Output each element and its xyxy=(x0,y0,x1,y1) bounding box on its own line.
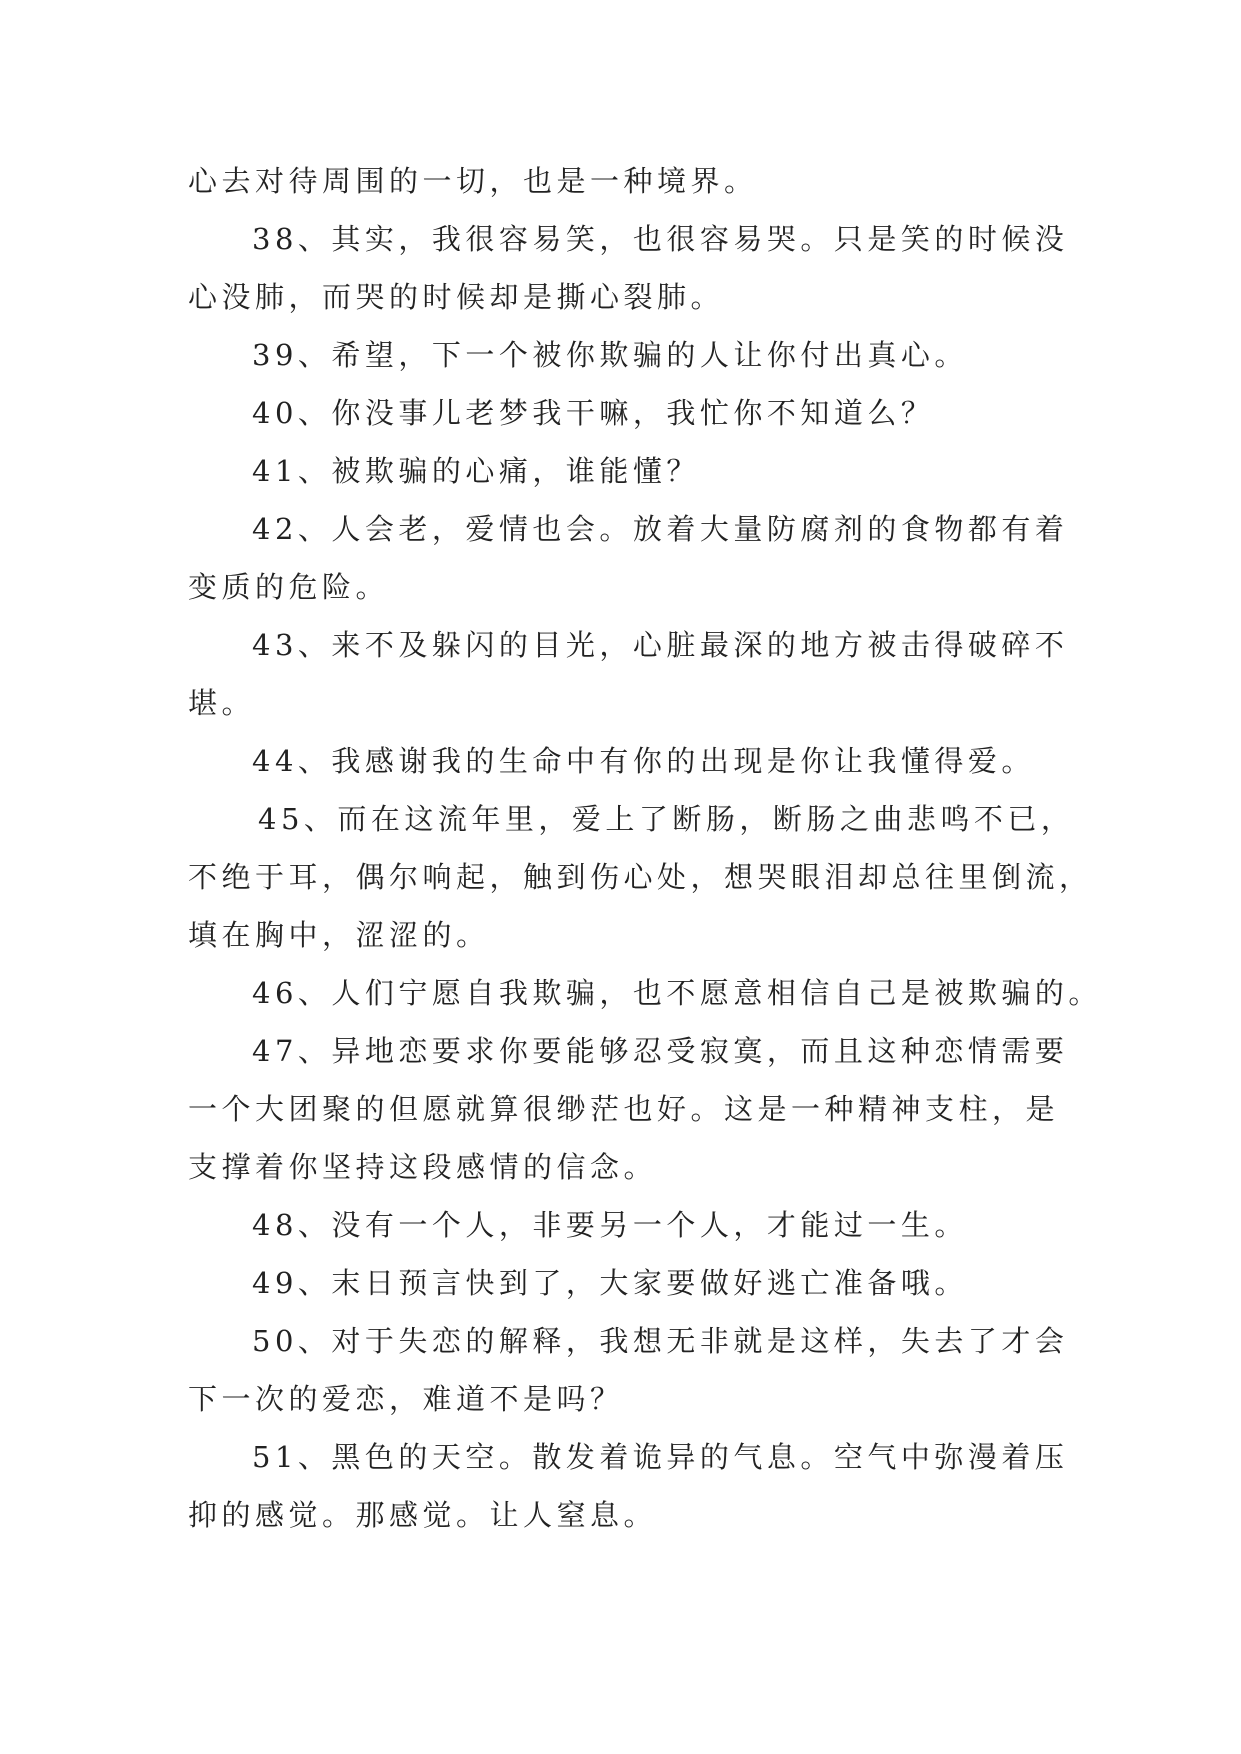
text-line: 51、黑色的天空。散发着诡异的气息。空气中弥漫着压 xyxy=(252,1440,1069,1474)
text-line: 抑的感觉。那感觉。让人窒息。 xyxy=(188,1498,658,1532)
text-line: 变质的危险。 xyxy=(188,570,390,604)
text-line: 心去对待周围的一切，也是一种境界。 xyxy=(188,164,758,198)
text-line: 45、而在这流年里，爱上了断肠，断肠之曲悲鸣不已， xyxy=(258,802,1075,836)
document-body xyxy=(188,152,1102,1544)
text-line: 39、希望，下一个被你欺骗的人让你付出真心。 xyxy=(252,338,968,372)
text-line: 50、对于失恋的解释，我想无非就是这样，失去了才会 xyxy=(252,1324,1069,1358)
text-line: 不绝于耳，偶尔响起，触到伤心处，想哭眼泪却总往里倒流， xyxy=(188,860,1093,894)
text-line: 心没肺，而哭的时候却是撕心裂肺。 xyxy=(188,280,725,314)
text-line: 40、你没事儿老梦我干嘛，我忙你不知道么？ xyxy=(252,396,935,430)
text-line: 一个大团聚的但愿就算很缈茫也好。这是一种精神支柱，是 xyxy=(188,1092,1060,1126)
text-line: 47、异地恋要求你要能够忍受寂寞，而且这种恋情需要 xyxy=(252,1034,1069,1068)
text-line: 38、其实，我很容易笑，也很容易哭。只是笑的时候没 xyxy=(252,222,1069,256)
text-line: 44、我感谢我的生命中有你的出现是你让我懂得爱。 xyxy=(252,744,1035,778)
text-line: 42、人会老，爱情也会。放着大量防腐剂的食物都有着 xyxy=(252,512,1069,546)
text-line: 填在胸中，涩涩的。 xyxy=(188,918,490,952)
text-line: 41、被欺骗的心痛，谁能懂？ xyxy=(252,454,700,488)
text-line: 48、没有一个人，非要另一个人，才能过一生。 xyxy=(252,1208,968,1242)
text-line: 49、末日预言快到了，大家要做好逃亡准备哦。 xyxy=(252,1266,968,1300)
text-line: 46、人们宁愿自我欺骗，也不愿意相信自己是被欺骗的。 xyxy=(252,976,1102,1010)
text-line: 43、来不及躲闪的目光，心脏最深的地方被击得破碎不 xyxy=(252,628,1069,662)
text-line: 堪。 xyxy=(188,686,256,720)
text-line: 下一次的爱恋，难道不是吗？ xyxy=(188,1382,624,1416)
text-line: 支撑着你坚持这段感情的信念。 xyxy=(188,1150,658,1184)
